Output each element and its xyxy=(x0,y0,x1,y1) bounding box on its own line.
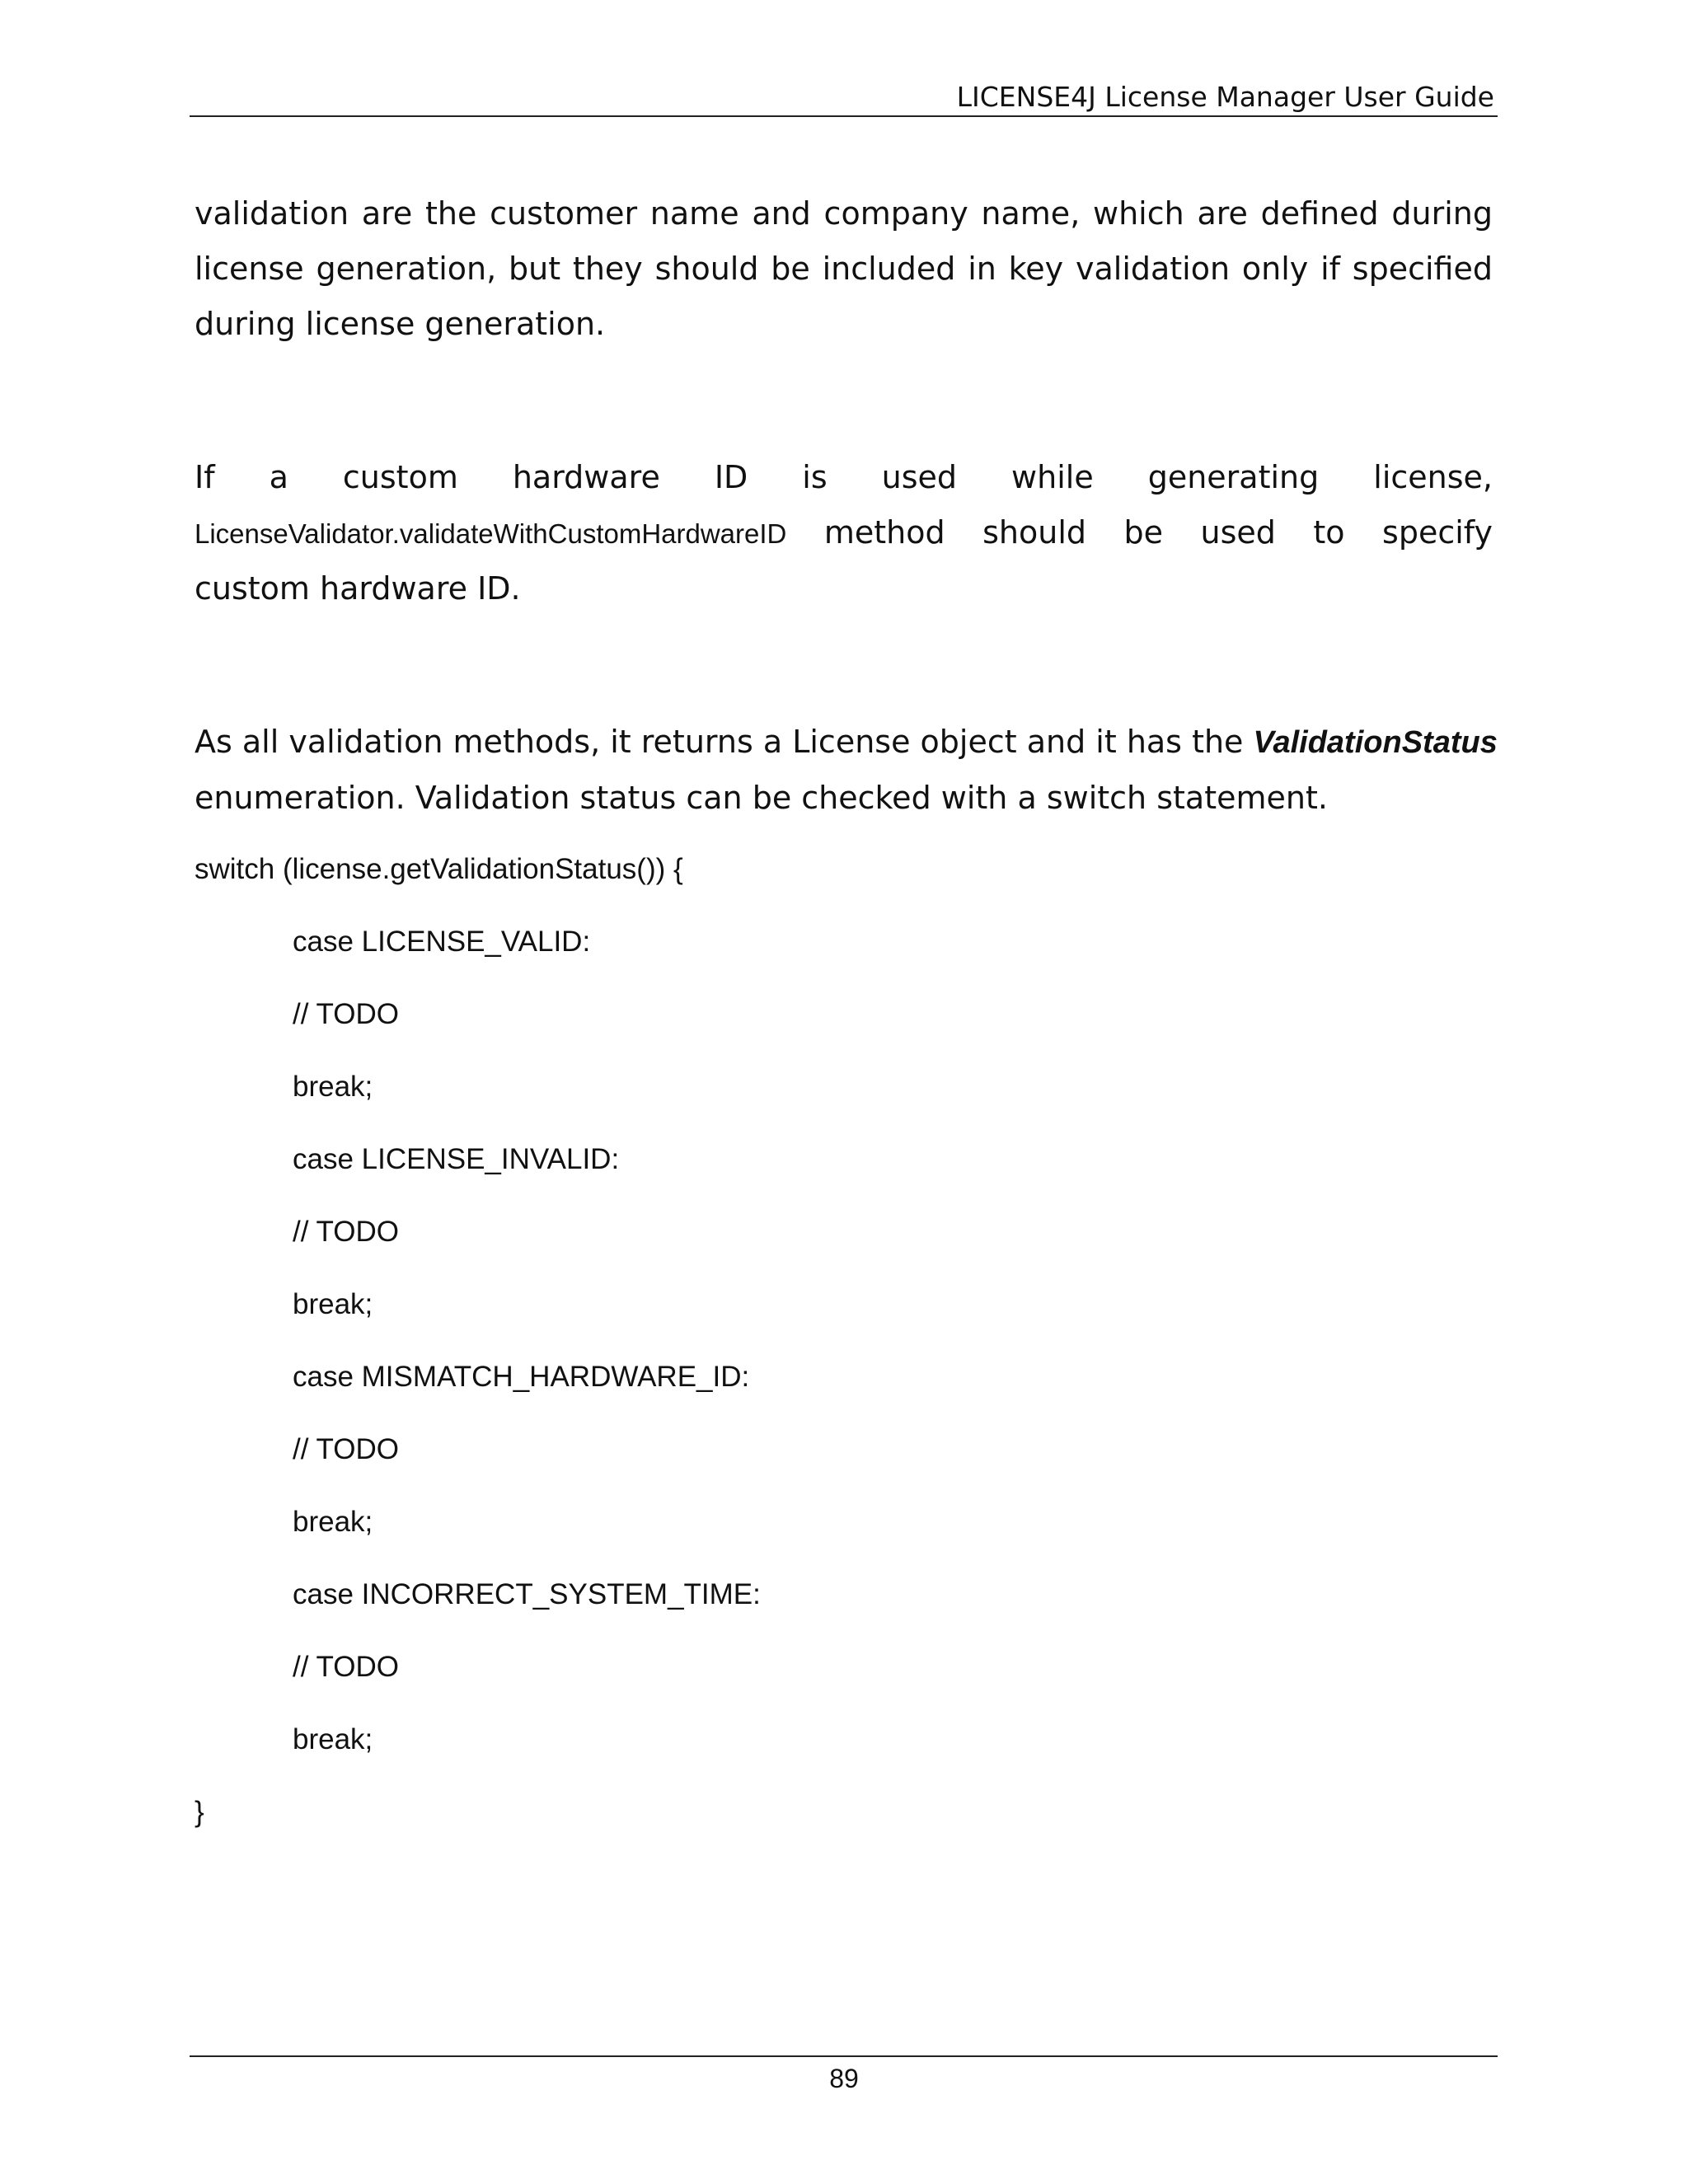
code-line: switch (license.getValidationStatus()) { xyxy=(195,853,683,885)
line-text: method should be used to specify xyxy=(823,514,1493,551)
paragraph-line: validation are the customer name and company name, which are defined during xyxy=(195,195,1493,232)
paragraph-line: custom hardware ID. xyxy=(195,570,521,607)
document-title: LICENSE4J License Manager User Guide xyxy=(956,81,1494,113)
code-line: case INCORRECT_SYSTEM_TIME: xyxy=(293,1578,761,1610)
word: ID xyxy=(714,459,748,495)
paragraph-custom-hardware xyxy=(195,450,1493,616)
paragraph-line: license generation, but they should be included in key validation only if specified xyxy=(195,251,1493,287)
code-line: break; xyxy=(293,1723,373,1755)
code-line: // TODO xyxy=(293,1216,400,1248)
paragraph-line: during license generation. xyxy=(195,306,606,342)
word: a xyxy=(269,459,288,495)
page-header xyxy=(190,79,1498,117)
code-line: // TODO xyxy=(293,1651,400,1683)
code-line: break; xyxy=(293,1288,373,1320)
paragraph-validation-status xyxy=(195,715,1498,826)
code-line: break; xyxy=(293,1071,373,1103)
paragraph-line xyxy=(195,450,1493,505)
word: hardware xyxy=(512,459,660,495)
paragraph-line xyxy=(195,715,1498,771)
paragraph-validation-fields xyxy=(195,186,1493,352)
line-text: As all validation methods, it returns a License object and it has the xyxy=(195,724,1244,760)
method-name: LicenseValidator.validateWithCustomHardwareID xyxy=(195,518,787,549)
word: while xyxy=(1011,459,1094,495)
word: If xyxy=(195,459,215,495)
emphasized-term: ValidationStatus xyxy=(1253,725,1498,760)
word: custom xyxy=(342,459,458,495)
code-line: // TODO xyxy=(293,998,400,1030)
word: is xyxy=(802,459,828,495)
word: used xyxy=(881,459,958,495)
paragraph-line xyxy=(195,505,1493,561)
word: license, xyxy=(1373,459,1493,495)
code-line: // TODO xyxy=(293,1433,400,1465)
footer-divider xyxy=(190,2055,1498,2057)
code-line: } xyxy=(195,1796,204,1828)
code-line: case LICENSE_INVALID: xyxy=(293,1143,620,1175)
paragraph-line: enumeration. Validation status can be checked with a switch statement. xyxy=(195,780,1328,816)
code-line: case MISMATCH_HARDWARE_ID: xyxy=(293,1361,750,1393)
word: generating xyxy=(1147,459,1320,495)
page-number: 89 xyxy=(829,2064,859,2093)
code-line: case LICENSE_VALID: xyxy=(293,926,591,958)
code-line: break; xyxy=(293,1506,373,1538)
